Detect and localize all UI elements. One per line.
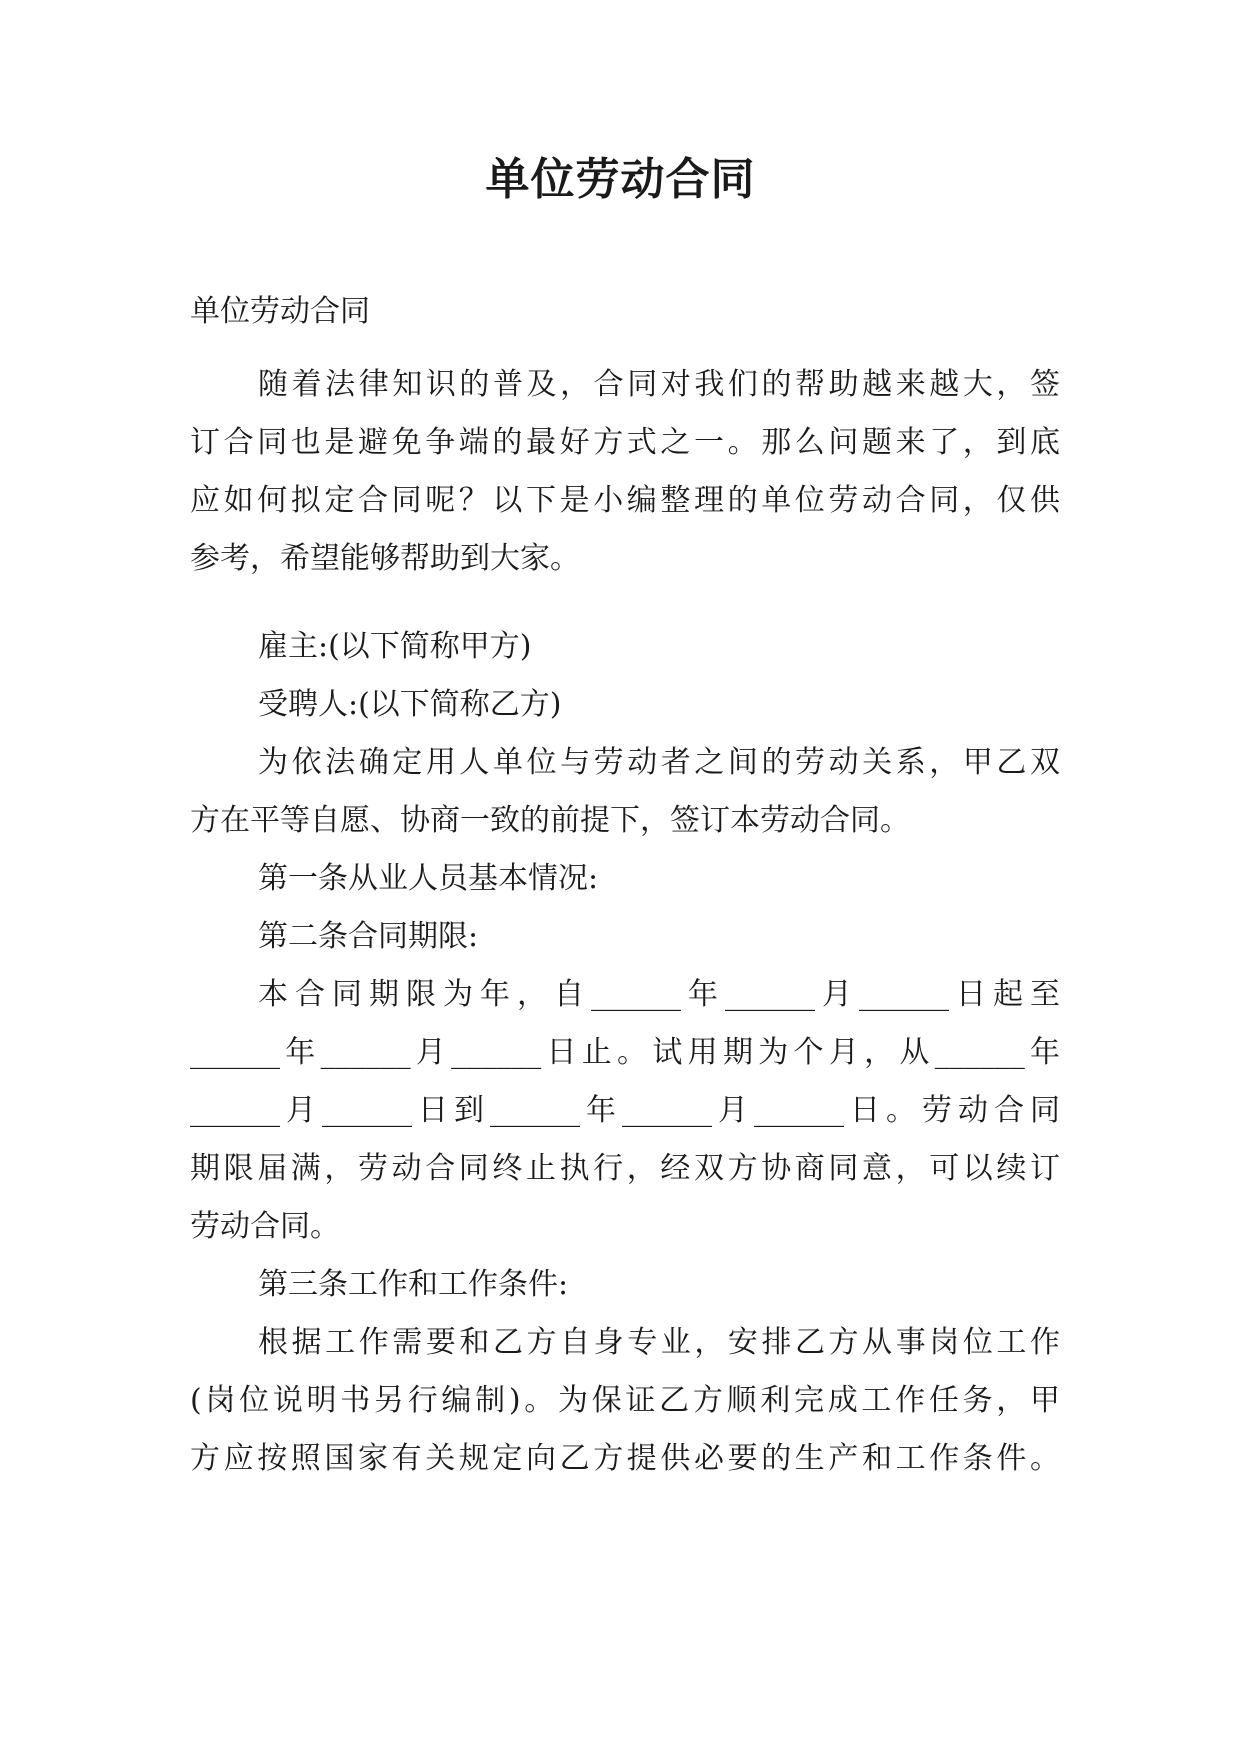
article-3-line: 方应按照国家有关规定向乙方提供必要的生产和工作条件。	[190, 1441, 1060, 1476]
document-title: 单位劳动合同	[485, 154, 756, 205]
article-2-line: 劳动合同。	[190, 1209, 340, 1244]
purpose-line: 为依法确定用人单位与劳动者之间的劳动关系，甲乙双	[258, 745, 1060, 780]
intro-line: 应如何拟定合同呢？以下是小编整理的单位劳动合同，仅供	[190, 483, 1060, 518]
article-2-line: 期限届满，劳动合同终止执行，经双方协商同意，可以续订	[190, 1151, 1060, 1186]
employer-line: 雇主:(以下简称甲方)	[258, 629, 532, 664]
article-2-line: ______月______日到______年______月______日。劳动合同	[190, 1093, 1060, 1128]
article-1-heading: 第一条从业人员基本情况:	[258, 861, 599, 896]
purpose-line: 方在平等自愿、协商一致的前提下，签订本劳动合同。	[190, 803, 910, 838]
intro-line: 参考，希望能够帮助到大家。	[190, 541, 580, 576]
contract-body	[190, 618, 1060, 1488]
intro-line: 随着法律知识的普及，合同对我们的帮助越来越大，签	[258, 367, 1060, 402]
intro-paragraph	[190, 356, 1060, 588]
article-3-heading: 第三条工作和工作条件:	[258, 1267, 569, 1302]
article-3-line: (岗位说明书另行编制)。为保证乙方顺利完成工作任务，甲	[190, 1383, 1060, 1418]
article-2-line: ______年______月______日止。试用期为个月，从______年	[190, 1035, 1060, 1070]
article-3-line: 根据工作需要和乙方自身专业，安排乙方从事岗位工作	[258, 1325, 1060, 1360]
employee-line: 受聘人:(以下简称乙方)	[258, 687, 562, 722]
article-2-heading: 第二条合同期限:	[258, 919, 479, 954]
intro-line: 订合同也是避免争端的最好方式之一。那么问题来了，到底	[190, 425, 1060, 460]
article-2-line: 本合同期限为年，自______年______月______日起至	[258, 977, 1060, 1012]
document-subtitle: 单位劳动合同	[190, 294, 370, 329]
